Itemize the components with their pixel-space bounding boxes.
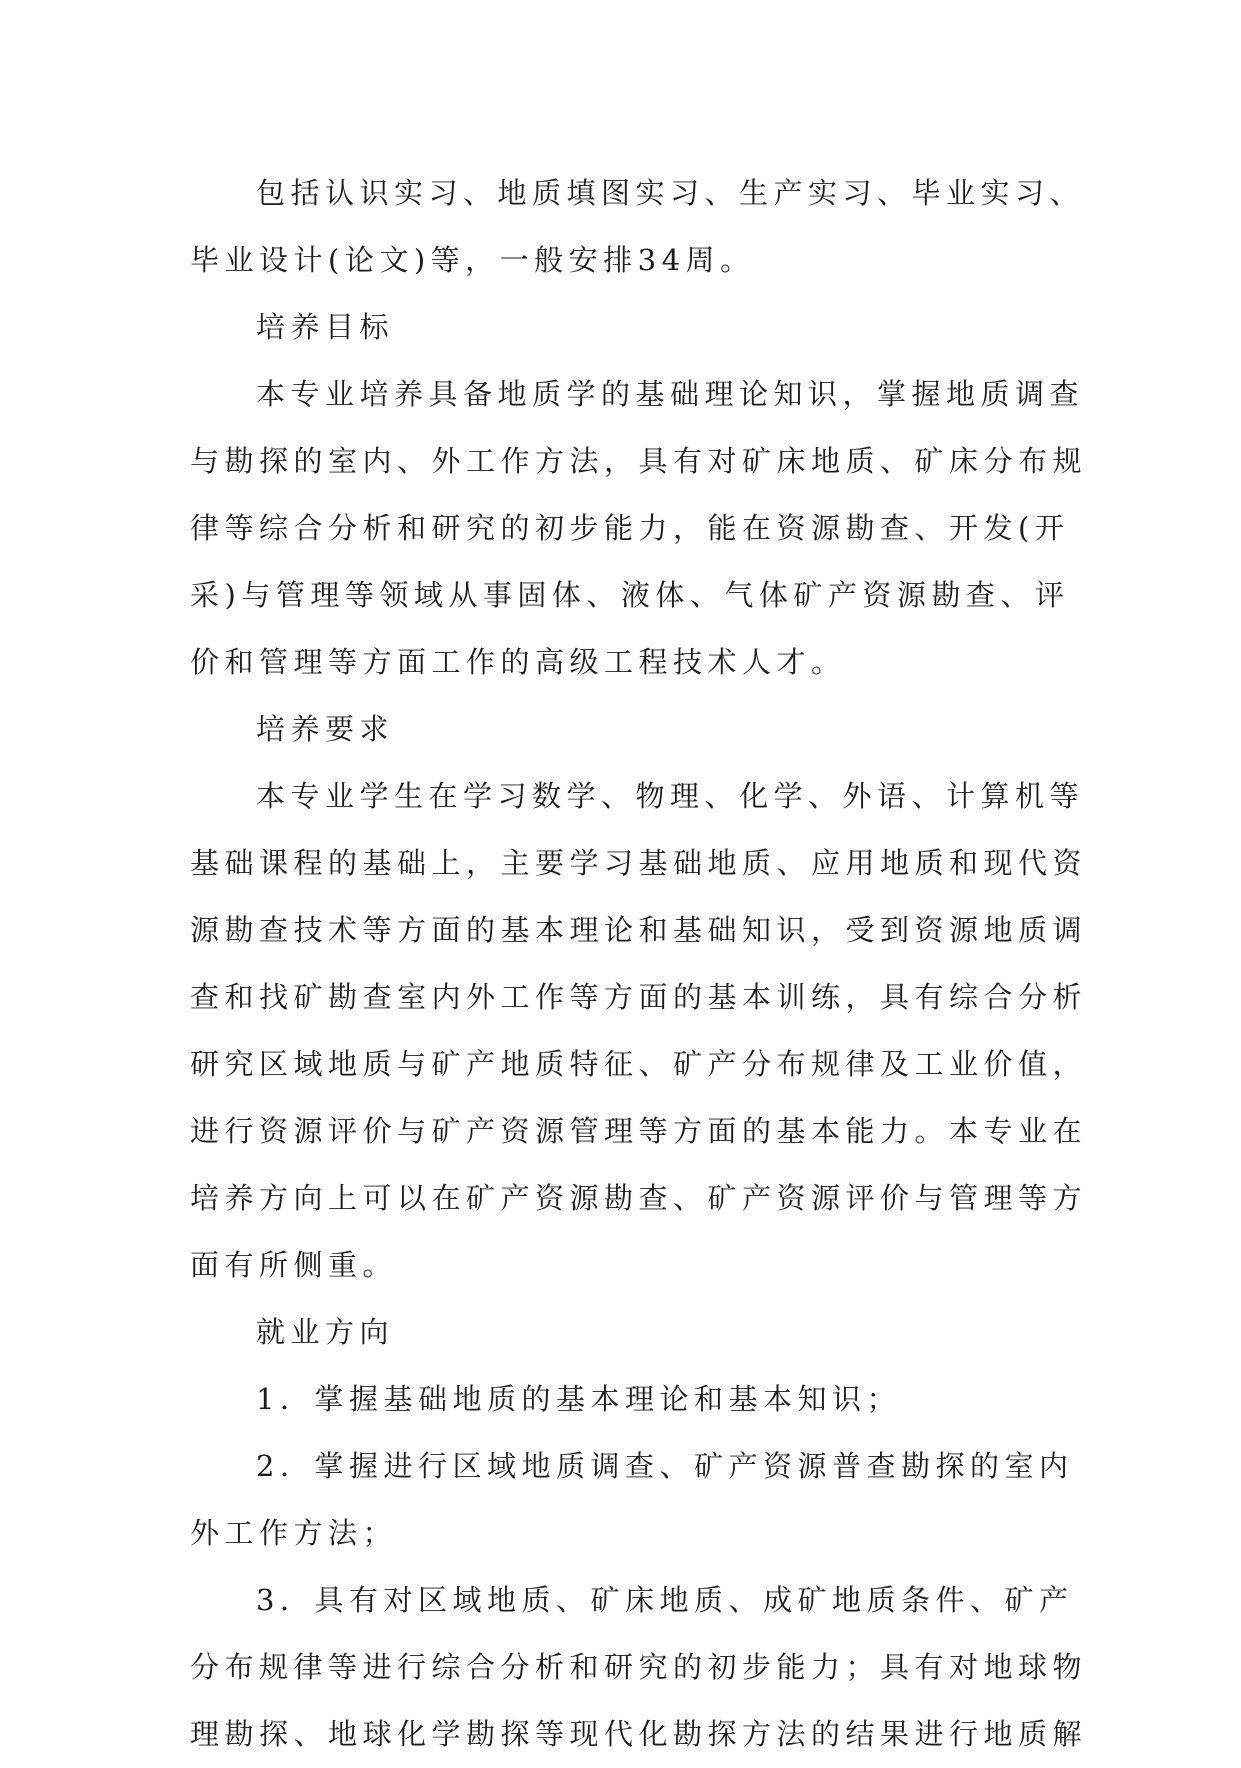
text-line: 毕业设计(论文)等，一般安排34周。 — [190, 243, 755, 277]
text-line: 2．掌握进行区域地质调查、矿产资源普查勘探的室内 — [256, 1449, 1074, 1483]
text-line: 查和找矿勘查室内外工作等方面的基本训练，具有综合分析 — [190, 980, 1088, 1014]
text-line: 包括认识实习、地质填图实习、生产实习、毕业实习、 — [256, 176, 1085, 210]
text-line: 面有所侧重。 — [190, 1248, 398, 1282]
section-heading-requirements: 培养要求 — [256, 712, 395, 746]
text-line: 本专业学生在学习数学、物理、化学、外语、计算机等 — [256, 779, 1085, 813]
text-line: 研究区域地质与矿产地质特征、矿产分布规律及工业价值， — [190, 1047, 1088, 1081]
text-line: 律等综合分析和研究的初步能力，能在资源勘查、开发(开 — [190, 511, 1070, 545]
text-line: 3．具有对区域地质、矿床地质、成矿地质条件、矿产 — [256, 1583, 1074, 1617]
section-heading-employment: 就业方向 — [256, 1315, 395, 1349]
text-line: 分布规律等进行综合分析和研究的初步能力；具有对地球物 — [190, 1650, 1088, 1684]
text-line: 外工作方法； — [190, 1516, 398, 1550]
text-line: 进行资源评价与矿产资源管理等方面的基本能力。本专业在 — [190, 1114, 1088, 1148]
text-line: 理勘探、地球化学勘探等现代化勘探方法的结果进行地质解 — [190, 1717, 1088, 1751]
document-body — [190, 160, 1088, 1768]
text-line: 价和管理等方面工作的高级工程技术人才。 — [190, 645, 846, 679]
paragraph-requirements — [190, 763, 1088, 1299]
list-item-1 — [190, 1366, 1056, 1433]
text-line: 1．掌握基础地质的基本理论和基本知识； — [256, 1382, 901, 1416]
section-heading-goals: 培养目标 — [256, 310, 395, 344]
text-line: 源勘查技术等方面的基本理论和基础知识，受到资源地质调 — [190, 913, 1088, 947]
paragraph-practice — [190, 160, 1085, 294]
paragraph-goals — [190, 361, 1088, 696]
text-line: 培养方向上可以在矿产资源勘查、矿产资源评价与管理等方 — [190, 1181, 1088, 1215]
text-line: 本专业培养具备地质学的基础理论知识，掌握地质调查 — [256, 377, 1085, 411]
list-item-2 — [190, 1433, 1074, 1567]
text-line: 与勘探的室内、外工作方法，具有对矿床地质、矿床分布规 — [190, 444, 1088, 478]
text-line: 采)与管理等领域从事固体、液体、气体矿产资源勘查、评 — [190, 578, 1070, 612]
text-line: 基础课程的基础上，主要学习基础地质、应用地质和现代资 — [190, 846, 1088, 880]
list-item-3 — [190, 1567, 1088, 1768]
